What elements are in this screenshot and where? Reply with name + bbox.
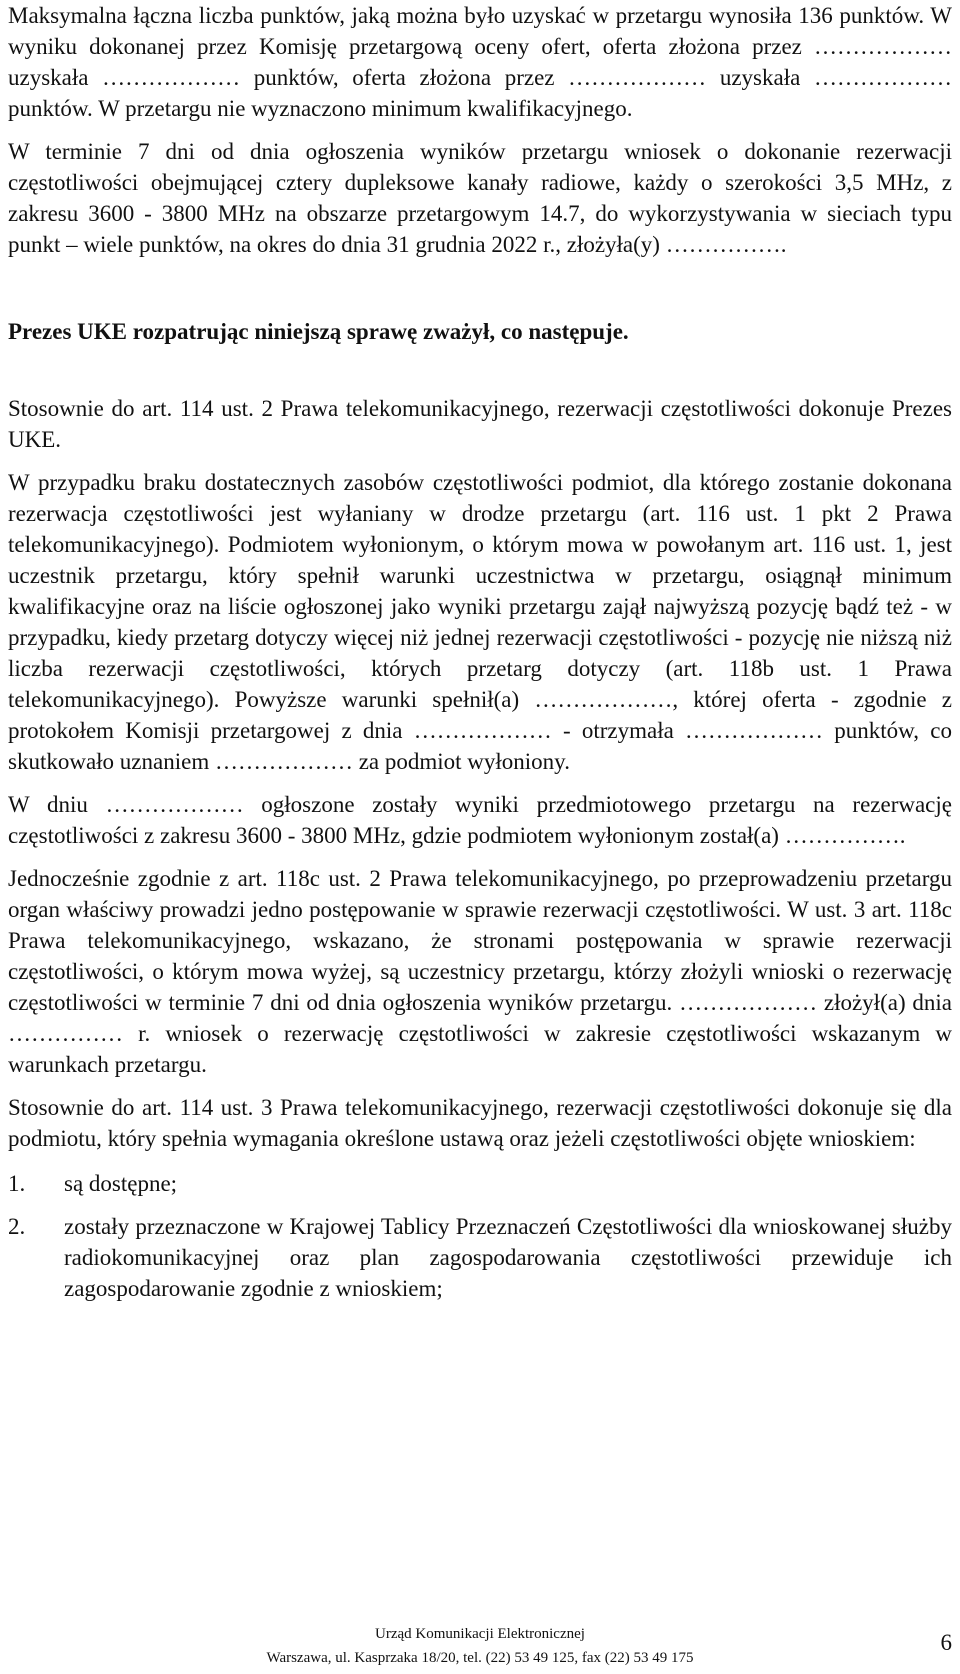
conditions-list xyxy=(8,1168,952,1304)
list-item-text: są dostępne; xyxy=(64,1171,178,1196)
paragraph-art-114-ust-3: Stosownie do art. 114 ust. 3 Prawa telekomunikacyjnego, rezerwacji częstotliwości dokonuje się dla podmiotu, który spełnia wymagania określone ustawą oraz jeżeli częstotliwości objęte wnioskiem: xyxy=(8,1095,952,1151)
page-number: 6 xyxy=(940,1630,952,1655)
list-item xyxy=(8,1211,952,1304)
paragraph-art-118c: Jednocześnie zgodnie z art. 118c ust. 2 Prawa telekomunikacyjnego, po przeprowadzeniu przetargu organ właściwy prowadzi jedno postępowanie w sprawie rezerwacji częstotliwości. W ust. 3 art. 118c Prawa telekomunikacyjnego, wskazano, że stronami postępowania w sprawie rezerwacji częstotliwości, o którym mowa wyżej, są uczestnicy przetargu, którzy złożyli wnioski o rezerwację częstotliwości w terminie 7 dni od dnia ogłoszenia wyników przetargu. ……………… złożył(a) dnia …………… r. wniosek o rezerwację częstotliwości w zakresie częstotliwości wskazanym w warunkach przetargu. xyxy=(8,866,952,1077)
list-item-number: 1. xyxy=(8,1171,26,1196)
paragraph-points: Maksymalna łączna liczba punktów, jaką można było uzyskać w przetargu wynosiła 136 punktów. W wyniku dokonanej przez Komisję przetargową oceny ofert, oferta złożona przez ……………… uzyskała ……………… punktów, oferta złożona przez ……………… uzyskała ……………… punktów. W przetargu nie wyznaczono minimum kwalifikacyjnego. xyxy=(8,3,952,121)
section-heading: Prezes UKE rozpatrując niniejszą sprawę zważył, co następuje. xyxy=(8,319,629,344)
paragraph-applications: W terminie 7 dni od dnia ogłoszenia wyników przetargu wniosek o dokonanie rezerwacji częstotliwości obejmującej cztery dupleksowe kanały radiowe, każdy o szerokości 3,5 MHz, z zakresu 3600 - 3800 MHz na obszarze przetargowym 14.7, do wykorzystywania w sieciach typu punkt – wiele punktów, na okres do dnia 31 grudnia 2022 r., złożyła(y) ……………. xyxy=(8,139,952,257)
paragraph-results-date: W dniu ……………… ogłoszone zostały wyniki przedmiotowego przetargu na rezerwację częstotliwości z zakresu 3600 - 3800 MHz, gdzie podmiotem wyłonionym został(a) ……………. xyxy=(8,792,952,848)
page-footer xyxy=(0,1622,960,1670)
paragraph-art-114-ust-2: Stosownie do art. 114 ust. 2 Prawa telekomunikacyjnego, rezerwacji częstotliwości dokonuje Prezes UKE. xyxy=(8,396,952,452)
list-item xyxy=(8,1168,952,1199)
list-item-text: zostały przeznaczone w Krajowej Tablicy Przeznaczeń Częstotliwości dla wnioskowanej służby radiokomunikacyjnej oraz plan zagospodarowania częstotliwości przewiduje ich zagospodarowanie zgodnie z wnioskiem; xyxy=(64,1214,952,1301)
footer-institution: Urząd Komunikacji Elektronicznej xyxy=(375,1626,585,1642)
list-item-number: 2. xyxy=(8,1214,26,1239)
document-body xyxy=(8,0,952,1304)
paragraph-tender-winner: W przypadku braku dostatecznych zasobów częstotliwości podmiot, dla którego zostanie dokonana rezerwacja częstotliwości jest wyłaniany w drodze przetargu (art. 116 ust. 1 pkt 2 Prawa telekomunikacyjnego). Podmiotem wyłonionym, o którym mowa w powołanym art. 116 ust. 1, jest uczestnik przetargu, który spełnił warunki uczestnictwa w przetargu, osiągnął minimum kwalifikacyjne oraz na liście ogłoszonej jako wyniki przetargu zajął najwyższą pozycję bądź też - w przypadku, kiedy przetarg dotyczy więcej niż jednej rezerwacji częstotliwości - pozycję nie niższą niż liczba rezerwacji częstotliwości, których przetarg dotyczy (art. 118b ust. 1 Prawa telekomunikacyjnego). Powyższe warunki spełnił(a) ………………, której oferta - zgodnie z protokołem Komisji przetargowej z dnia ……………… - otrzymała ……………… punktów, co skutkowało uznaniem ……………… za podmiot wyłoniony. xyxy=(8,470,952,774)
footer-address: Warszawa, ul. Kasprzaka 18/20, tel. (22) 53 49 125, fax (22) 53 49 175 xyxy=(266,1650,694,1666)
